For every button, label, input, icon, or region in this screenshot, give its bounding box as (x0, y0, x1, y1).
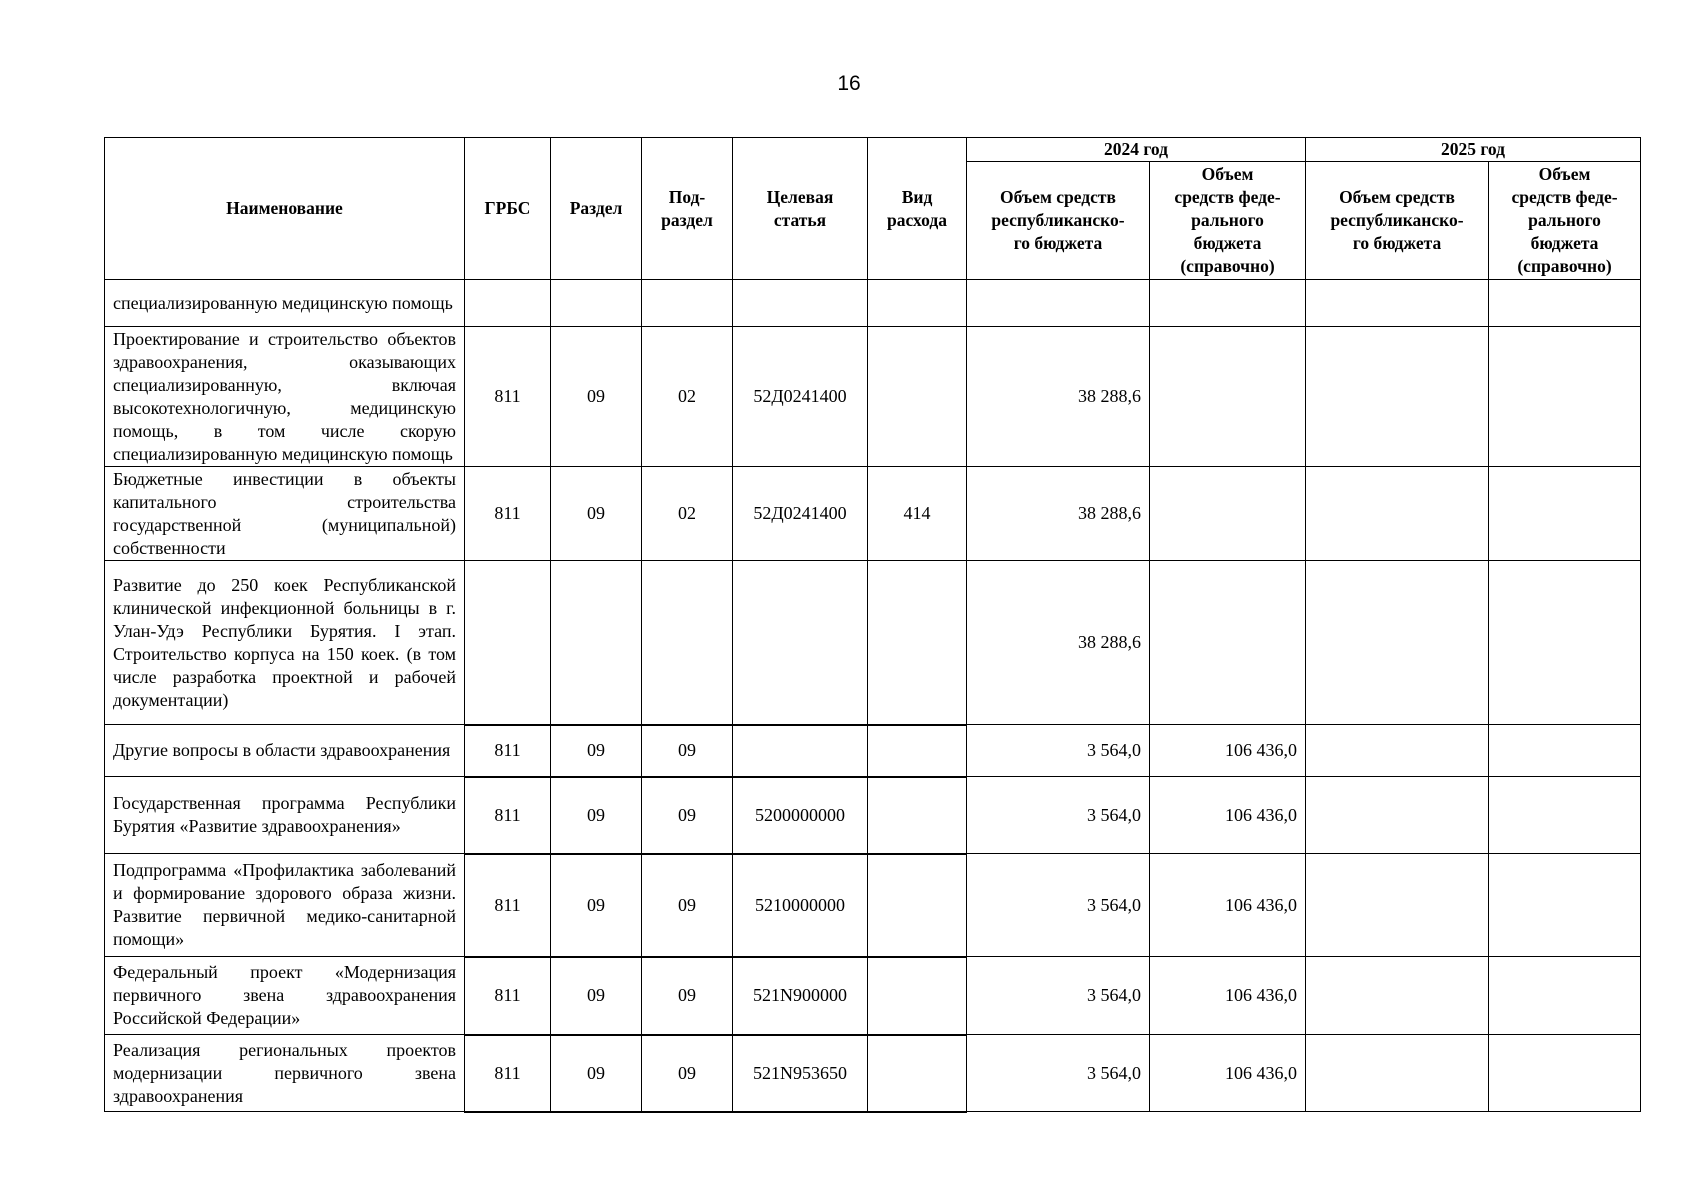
table-row (105, 725, 1641, 777)
row-podrazdel: 09 (642, 777, 733, 854)
row-celevaya: 521N900000 (733, 957, 868, 1035)
row-grbs (465, 561, 551, 725)
table-row (105, 854, 1641, 957)
row-rep-2025 (1306, 1035, 1489, 1112)
row-name: Проектирование и строительство объектов здравоохранения, оказывающих специализированную, включая высокотехнологичную, медицинскую помощь, в том числе скорую специализированную медицинскую помощь (105, 327, 465, 467)
row-fed-2024 (1150, 467, 1306, 561)
row-podrazdel (642, 561, 733, 725)
table-row (105, 280, 1641, 327)
row-podrazdel: 09 (642, 1035, 733, 1112)
header-celevaya-statya: Целевая статья (733, 138, 868, 280)
budget-table (104, 137, 1641, 1113)
row-name: Реализация региональных проектов модернизации первичного звена здравоохранения (105, 1035, 465, 1112)
row-fed-2024: 106 436,0 (1150, 854, 1306, 957)
row-razdel (551, 561, 642, 725)
row-vid (868, 327, 967, 467)
table-body (105, 280, 1641, 1112)
row-razdel: 09 (551, 777, 642, 854)
header-podrazdel: Под- раздел (642, 138, 733, 280)
row-name: специализированную медицинскую помощь (105, 280, 465, 327)
row-grbs: 811 (465, 1035, 551, 1112)
row-rep-2025 (1306, 777, 1489, 854)
row-celevaya: 5200000000 (733, 777, 868, 854)
row-fed-2024 (1150, 561, 1306, 725)
header-year-2024: 2024 год (967, 138, 1306, 162)
header-rep-budget-2025: Объем средств республиканско- го бюджета (1306, 162, 1489, 280)
row-name: Федеральный проект «Модернизация первичного звена здравоохранения Российской Федерации» (105, 957, 465, 1035)
table-row (105, 777, 1641, 854)
row-rep-2025 (1306, 327, 1489, 467)
row-fed-2024 (1150, 280, 1306, 327)
header-grbs: ГРБС (465, 138, 551, 280)
row-podrazdel: 02 (642, 327, 733, 467)
header-fed-budget-2024: Объем средств феде- рального бюджета (справочно) (1150, 162, 1306, 280)
row-celevaya: 5210000000 (733, 854, 868, 957)
row-grbs (465, 280, 551, 327)
row-razdel: 09 (551, 467, 642, 561)
row-fed-2025 (1489, 467, 1641, 561)
table-row (105, 561, 1641, 725)
row-podrazdel: 02 (642, 467, 733, 561)
row-podrazdel: 09 (642, 957, 733, 1035)
header-year-2025: 2025 год (1306, 138, 1641, 162)
row-fed-2024: 106 436,0 (1150, 1035, 1306, 1112)
row-rep-2025 (1306, 280, 1489, 327)
row-rep-2024: 38 288,6 (967, 327, 1150, 467)
row-fed-2024: 106 436,0 (1150, 725, 1306, 777)
row-podrazdel: 09 (642, 854, 733, 957)
row-fed-2025 (1489, 327, 1641, 467)
table-row (105, 957, 1641, 1035)
row-vid (868, 280, 967, 327)
row-vid (868, 957, 967, 1035)
row-fed-2025 (1489, 854, 1641, 957)
row-celevaya (733, 725, 868, 777)
row-name: Развитие до 250 коек Республиканской клинической инфекционной больницы в г. Улан-Удэ Республики Бурятия. I этап. Строительство корпуса на 150 коек. (в том числе разработка проектной и рабочей документации) (105, 561, 465, 725)
row-vid (868, 854, 967, 957)
row-grbs: 811 (465, 957, 551, 1035)
row-razdel: 09 (551, 327, 642, 467)
row-vid (868, 777, 967, 854)
row-name: Государственная программа Республики Бурятия «Развитие здравоохранения» (105, 777, 465, 854)
table-row (105, 1035, 1641, 1112)
row-rep-2025 (1306, 561, 1489, 725)
header-razdel: Раздел (551, 138, 642, 280)
row-rep-2025 (1306, 854, 1489, 957)
row-rep-2025 (1306, 725, 1489, 777)
row-rep-2024: 3 564,0 (967, 725, 1150, 777)
row-grbs: 811 (465, 777, 551, 854)
row-celevaya: 521N953650 (733, 1035, 868, 1112)
row-vid (868, 561, 967, 725)
row-rep-2024 (967, 280, 1150, 327)
row-rep-2024: 3 564,0 (967, 777, 1150, 854)
page-number: 16 (837, 72, 861, 95)
row-celevaya (733, 561, 868, 725)
table-row (105, 327, 1641, 467)
row-celevaya: 52Д0241400 (733, 467, 868, 561)
row-rep-2024: 3 564,0 (967, 1035, 1150, 1112)
row-celevaya: 52Д0241400 (733, 327, 868, 467)
row-rep-2025 (1306, 957, 1489, 1035)
header-name: Наименование (105, 138, 465, 280)
row-fed-2025 (1489, 280, 1641, 327)
table-row (105, 467, 1641, 561)
row-rep-2025 (1306, 467, 1489, 561)
row-podrazdel: 09 (642, 725, 733, 777)
row-vid (868, 725, 967, 777)
row-rep-2024: 3 564,0 (967, 957, 1150, 1035)
row-name: Подпрограмма «Профилактика заболеваний и формирование здорового образа жизни. Развитие первичной медико-санитарной помощи» (105, 854, 465, 957)
row-grbs: 811 (465, 725, 551, 777)
row-fed-2025 (1489, 725, 1641, 777)
row-vid: 414 (868, 467, 967, 561)
row-celevaya (733, 280, 868, 327)
row-rep-2024: 3 564,0 (967, 854, 1150, 957)
header-fed-budget-2025: Объем средств феде- рального бюджета (справочно) (1489, 162, 1641, 280)
row-grbs: 811 (465, 467, 551, 561)
row-grbs: 811 (465, 854, 551, 957)
table-header (105, 138, 1641, 280)
row-name: Бюджетные инвестиции в объекты капитального строительства государственной (муниципальной) собственности (105, 467, 465, 561)
row-fed-2025 (1489, 1035, 1641, 1112)
row-name: Другие вопросы в области здравоохранения (105, 725, 465, 777)
row-podrazdel (642, 280, 733, 327)
row-razdel: 09 (551, 1035, 642, 1112)
row-fed-2024: 106 436,0 (1150, 957, 1306, 1035)
header-vid-raskhoda: Вид расхода (868, 138, 967, 280)
row-vid (868, 1035, 967, 1112)
row-fed-2025 (1489, 957, 1641, 1035)
row-razdel: 09 (551, 854, 642, 957)
header-rep-budget-2024: Объем средств республиканско- го бюджета (967, 162, 1150, 280)
row-razdel: 09 (551, 725, 642, 777)
row-razdel: 09 (551, 957, 642, 1035)
row-fed-2024: 106 436,0 (1150, 777, 1306, 854)
row-fed-2024 (1150, 327, 1306, 467)
row-razdel (551, 280, 642, 327)
row-grbs: 811 (465, 327, 551, 467)
row-fed-2025 (1489, 777, 1641, 854)
row-fed-2025 (1489, 561, 1641, 725)
row-rep-2024: 38 288,6 (967, 467, 1150, 561)
row-rep-2024: 38 288,6 (967, 561, 1150, 725)
